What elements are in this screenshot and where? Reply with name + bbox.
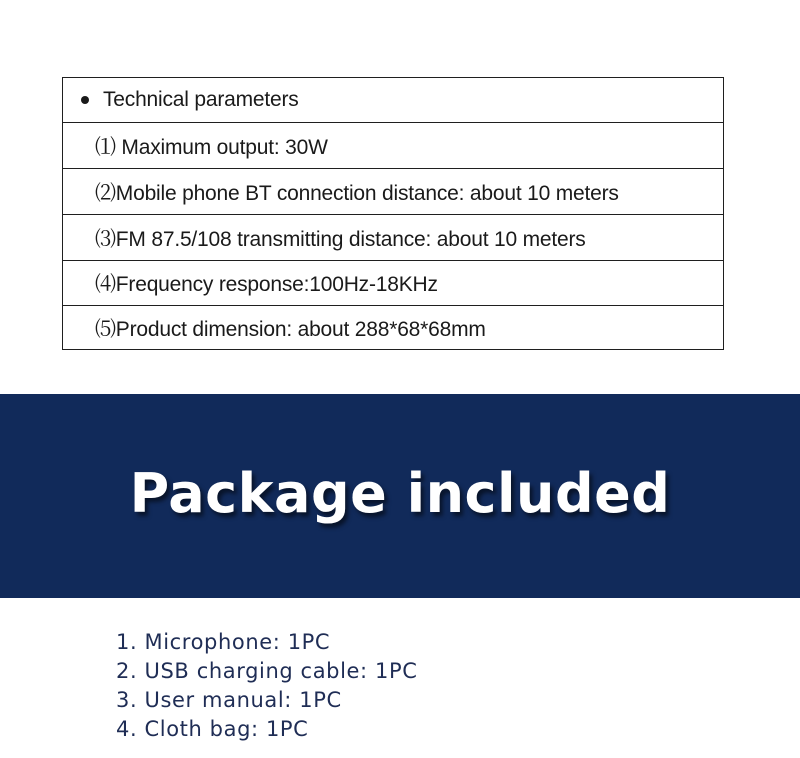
table-row: [63, 261, 723, 306]
table-row: [63, 306, 723, 349]
parameter-product-dimension: ⑸Product dimension: about 288*68*68mm: [95, 317, 486, 341]
bullet-icon: [81, 96, 89, 104]
table-row: [63, 215, 723, 261]
list-item: 2. USB charging cable: 1PC: [116, 659, 418, 683]
list-item: 4. Cloth bag: 1PC: [116, 717, 309, 741]
package-banner: [0, 394, 800, 598]
list-item: 1. Microphone: 1PC: [116, 630, 331, 654]
table-header-row: [63, 78, 723, 123]
table-row: [63, 169, 723, 215]
parameter-maximum-output: ⑴ Maximum output: 30W: [95, 135, 328, 159]
list-item: 3. User manual: 1PC: [116, 688, 342, 712]
package-title: Package included: [129, 461, 671, 525]
technical-parameters-table: [62, 77, 724, 350]
parameter-bt-distance: ⑵Mobile phone BT connection distance: about 10 meters: [95, 181, 619, 205]
parameter-frequency-response: ⑷Frequency response:100Hz-18KHz: [95, 273, 438, 296]
parameter-fm-distance: ⑶FM 87.5/108 transmitting distance: about 10 meters: [95, 227, 586, 251]
table-row: [63, 123, 723, 169]
package-list: [116, 628, 418, 744]
table-header-label: Technical parameters: [103, 88, 299, 111]
